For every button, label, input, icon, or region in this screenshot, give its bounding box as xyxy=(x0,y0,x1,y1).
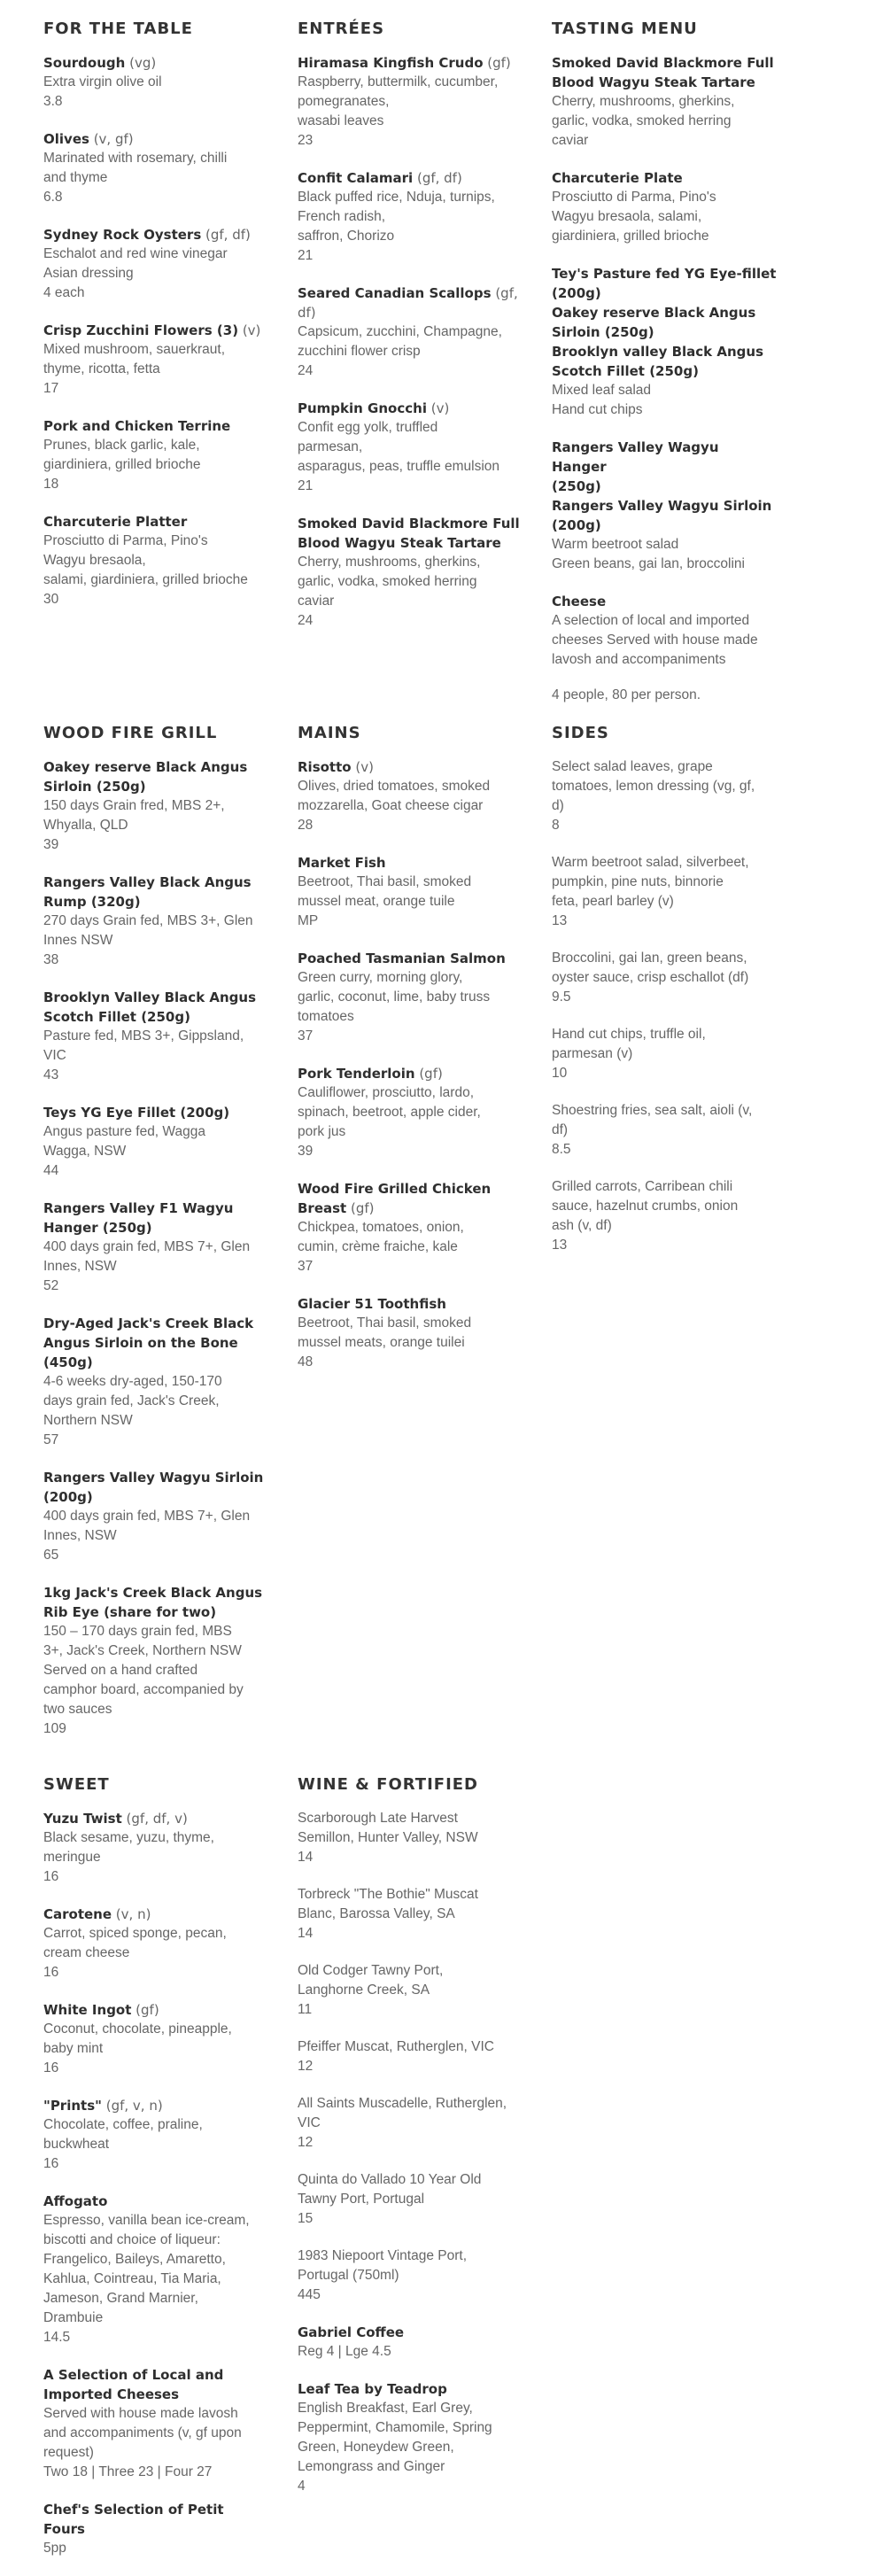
menu-item-name xyxy=(298,949,523,968)
menu-item xyxy=(552,1101,778,1160)
menu-item-description: Marinated with rosemary, chilli and thyme xyxy=(43,151,228,185)
menu-item-price: 109 xyxy=(43,1721,66,1736)
menu-item-description: Served with house made lavosh and accompaniments (v, gf upon request) xyxy=(43,2406,242,2460)
menu-item xyxy=(298,1885,523,1944)
menu-item-title: 1kg Jack's Creek Black Angus Rib Eye (share for two) xyxy=(43,1585,263,1620)
menu-item-name xyxy=(43,757,269,796)
menu-item-description: Cherry, mushrooms, gherkins, garlic, vodka, smoked herring caviar xyxy=(552,94,735,148)
menu-item xyxy=(298,399,523,496)
menu-item-name xyxy=(298,2379,523,2399)
menu-item xyxy=(552,1177,778,1255)
menu-item-title: Crisp Zucchini Flowers (3) xyxy=(43,322,239,338)
dietary-tag: (v) xyxy=(238,322,261,338)
menu-item-description: Olives, dried tomatoes, smoked mozzarella, Goat cheese cigar xyxy=(298,779,491,813)
menu-item-price: 12 xyxy=(298,2059,314,2074)
menu-item-price: 8.5 xyxy=(552,1142,571,1157)
menu-item xyxy=(43,873,269,970)
menu-item-title: Smoked David Blackmore Full Blood Wagyu Steak Tartare xyxy=(552,55,774,90)
menu-item-name xyxy=(552,168,778,188)
menu-item xyxy=(298,2379,523,2496)
menu-item xyxy=(43,2365,269,2482)
menu-item-price: 15 xyxy=(298,2211,314,2226)
menu-item xyxy=(298,514,523,631)
menu-item-name xyxy=(43,512,269,531)
menu-item-name xyxy=(298,2323,523,2342)
menu-item-title: Pork Tenderloin xyxy=(298,1066,415,1082)
menu-item-description: Eschalot and red wine vinegar Asian dressing xyxy=(43,246,228,281)
dietary-tag: (gf, df) xyxy=(201,227,251,243)
section-heading: TASTING MENU xyxy=(552,19,698,38)
menu-item-description: Shoestring fries, sea salt, aioli (v, df) xyxy=(552,1103,753,1137)
menu-item-price: 13 xyxy=(552,1238,568,1253)
menu-item xyxy=(298,2094,523,2153)
menu-item-title: Charcuterie Platter xyxy=(43,514,188,530)
menu-item-title: Rangers Valley Black Angus Rump (320g) xyxy=(43,874,252,910)
menu-item-title: Risotto xyxy=(298,759,352,775)
menu-item-title: Sydney Rock Oysters xyxy=(43,227,202,243)
menu-item-description: 1983 Niepoort Vintage Port, Portugal (750ml) xyxy=(298,2248,468,2283)
menu-item-title: Olives xyxy=(43,131,89,147)
menu-item xyxy=(43,129,269,207)
menu-item-description: Green curry, morning glory, garlic, coconut, lime, baby truss tomatoes xyxy=(298,970,491,1024)
menu-item xyxy=(43,1809,269,1887)
menu-item xyxy=(552,264,778,420)
menu-item-name xyxy=(43,2500,269,2539)
menu-item-title: Market Fish xyxy=(298,855,386,871)
menu-item-description: Cauliflower, prosciutto, lardo, spinach, beetroot, apple cider, pork jus xyxy=(298,1085,481,1139)
dietary-tag: (gf, df) xyxy=(413,170,462,186)
menu-item-description: 150 days Grain fred, MBS 2+, Whyalla, QLD xyxy=(43,798,225,833)
dietary-tag: (v, n) xyxy=(112,1906,151,1922)
menu-item-name xyxy=(43,53,269,73)
menu-item-title: Yuzu Twist xyxy=(43,1811,122,1827)
menu-item xyxy=(552,949,778,1007)
menu-item xyxy=(43,1583,269,1739)
menu-item-price: 37 xyxy=(298,1028,314,1044)
menu-item-price: 24 xyxy=(298,363,314,378)
menu-item-title: "Prints" xyxy=(43,2098,102,2114)
menu-item xyxy=(298,2037,523,2076)
dietary-tag: (v) xyxy=(426,400,450,416)
menu-item xyxy=(43,2096,269,2174)
menu-item-name xyxy=(298,1179,523,1218)
menu-item-name xyxy=(43,2000,269,2020)
menu-item-description: Chocolate, coffee, praline, buckwheat xyxy=(43,2117,203,2152)
menu-item-price: 10 xyxy=(552,1066,568,1081)
menu-item-price: 43 xyxy=(43,1067,59,1082)
menu-item-description: Old Codger Tawny Port, Langhorne Creek, SA xyxy=(298,1963,444,1998)
menu-item-description: Capsicum, zucchini, Champagne, zucchini flower crisp xyxy=(298,324,502,359)
menu-item-description: Warm beetroot salad Green beans, gai lan, broccolini xyxy=(552,537,745,571)
menu-item xyxy=(43,1103,269,1181)
menu-item xyxy=(552,592,778,705)
menu-item xyxy=(298,168,523,266)
menu-item-description: Mixed mushroom, sauerkraut, thyme, ricotta, fetta xyxy=(43,342,226,376)
menu-item-title: Carotene xyxy=(43,1906,112,1922)
menu-item xyxy=(298,1809,523,1867)
menu-item-description: Carrot, spiced sponge, pecan, cream cheese xyxy=(43,1926,227,1960)
menu-item-description: Chickpea, tomatoes, onion, cumin, crème fraiche, kale xyxy=(298,1220,464,1254)
menu-item-price: 9.5 xyxy=(552,989,571,1005)
menu-item-title: A Selection of Local and Imported Cheeses xyxy=(43,2367,224,2402)
dietary-tag: (gf) xyxy=(483,55,511,71)
menu-item xyxy=(552,1025,778,1083)
menu-item-price: 14 xyxy=(298,1926,314,1941)
menu-item-price: 57 xyxy=(43,1432,59,1447)
section-heading: ENTRÉES xyxy=(298,19,385,38)
menu-item-name xyxy=(43,2365,269,2404)
menu-item-description: Scarborough Late Harvest Semillon, Hunter Valley, NSW xyxy=(298,1811,478,1845)
menu-item-price: 39 xyxy=(298,1144,314,1159)
menu-item-price: 12 xyxy=(298,2135,314,2150)
menu-item-description: Torbreck "The Bothie" Muscat Blanc, Barossa Valley, SA xyxy=(298,1887,478,1921)
section-mains xyxy=(298,724,523,1390)
menu-item-description: 150 – 170 days grain fed, MBS 3+, Jack's Creek, Northern NSW Served on a hand crafted camphor board, accompanied by two sauces xyxy=(43,1624,244,1717)
menu-item-price: 14 xyxy=(298,1850,314,1865)
menu-item-description: Grilled carrots, Carribean chili sauce, hazelnut crumbs, onion ash (v, df) xyxy=(552,1179,739,1233)
menu-item-description: Broccolini, gai lan, green beans, oyster sauce, crisp eschallot (df) xyxy=(552,950,749,985)
menu-item-title: Cheese xyxy=(552,594,607,609)
menu-item-price: 52 xyxy=(43,1278,59,1293)
menu-item xyxy=(298,949,523,1046)
menu-item-title: Chef's Selection of Petit Fours xyxy=(43,2502,224,2537)
dietary-tag: (gf, df, v) xyxy=(121,1811,188,1827)
menu-item-price: 5pp xyxy=(43,2541,66,2556)
menu-item-price: 3.8 xyxy=(43,94,63,109)
menu-item-name xyxy=(43,225,269,244)
menu-item-description: Espresso, vanilla bean ice-cream, biscotti and choice of liqueur: Frangelico, Baileys, Amaretto, Kahlua, Cointreau, Tia Maria, Jameson, Grand Marnier, Drambuie xyxy=(43,2213,250,2325)
menu-item xyxy=(552,853,778,931)
menu-item xyxy=(43,53,269,112)
section-heading: MAINS xyxy=(298,724,361,742)
menu-item-title: Oakey reserve Black Angus Sirloin (250g) xyxy=(43,759,248,795)
menu-item-name xyxy=(298,1064,523,1083)
menu-item-title: Rangers Valley F1 Wagyu Hanger (250g) xyxy=(43,1200,234,1236)
menu-item-price: 28 xyxy=(298,818,314,833)
menu-item-description: Raspberry, buttermilk, cucumber, pomegranates, wasabi leaves xyxy=(298,74,499,128)
menu-item xyxy=(298,2323,523,2362)
menu-item-price: 30 xyxy=(43,592,59,607)
section-wine-fortified xyxy=(298,1775,523,2514)
menu-item-description: Prosciutto di Parma, Pino's Wagyu bresaola, salami, giardiniera, grilled brioche xyxy=(43,533,248,587)
menu-item-price: 11 xyxy=(298,2002,313,2017)
menu-item-description: 270 days Grain fed, MBS 3+, Glen Innes NSW xyxy=(43,913,253,948)
menu-item xyxy=(298,53,523,151)
menu-item-price: 8 xyxy=(552,818,560,833)
menu-item-name xyxy=(552,438,778,535)
menu-item-name xyxy=(43,1583,269,1622)
menu-item-name xyxy=(298,514,523,553)
menu-item-title: Hiramasa Kingfish Crudo xyxy=(298,55,484,71)
menu-item xyxy=(43,225,269,303)
menu-item-title: Glacier 51 Toothfish xyxy=(298,1296,446,1312)
menu-item-title: Teys YG Eye Fillet (200g) xyxy=(43,1105,230,1121)
menu-item-name xyxy=(552,592,778,611)
section-heading: SWEET xyxy=(43,1775,110,1794)
menu-item xyxy=(43,321,269,399)
menu-item xyxy=(552,757,778,835)
dietary-tag: (v) xyxy=(351,759,374,775)
menu-item-name xyxy=(298,757,523,777)
menu-item xyxy=(298,853,523,931)
menu-item xyxy=(298,1961,523,2020)
menu-item-description: Hand cut chips, truffle oil, parmesan (v) xyxy=(552,1027,706,1061)
menu-item-name xyxy=(43,416,269,436)
section-entrees xyxy=(298,19,523,648)
section-sides xyxy=(552,724,778,1273)
section-for-the-table xyxy=(43,19,269,627)
menu-item-name xyxy=(298,399,523,418)
menu-item-description: Quinta do Vallado 10 Year Old Tawny Port, Portugal xyxy=(298,2172,482,2207)
menu-item-description: Pasture fed, MBS 3+, Gippsland, VIC xyxy=(43,1028,244,1063)
dietary-tag: (vg) xyxy=(125,55,157,71)
menu-item-name xyxy=(298,283,523,322)
menu-item xyxy=(43,1314,269,1450)
menu-item xyxy=(43,1199,269,1296)
menu-item-title: Sourdough xyxy=(43,55,126,71)
menu-item-name xyxy=(43,1905,269,1924)
menu-item-price: 23 xyxy=(298,133,314,148)
menu-item xyxy=(552,168,778,246)
menu-item-description: Black sesame, yuzu, thyme, meringue xyxy=(43,1830,214,1865)
menu-item-title: Seared Canadian Scallops xyxy=(298,285,492,301)
dietary-tag: (gf, v, n) xyxy=(101,2098,163,2114)
menu-item-price: 65 xyxy=(43,1548,59,1563)
menu-item-title: Pumpkin Gnocchi xyxy=(298,400,427,416)
menu-item-name xyxy=(43,1103,269,1122)
section-heading: WINE & FORTIFIED xyxy=(298,1775,478,1794)
menu-item-title: Smoked David Blackmore Full Blood Wagyu Steak Tartare xyxy=(298,516,520,551)
menu-item-description: Mixed leaf salad Hand cut chips xyxy=(552,383,652,417)
menu-item-price: 18 xyxy=(43,477,59,492)
menu-item-title: Dry-Aged Jack's Creek Black Angus Sirloin on the Bone (450g) xyxy=(43,1315,254,1370)
menu-item-description: 400 days grain fed, MBS 7+, Glen Innes, NSW xyxy=(43,1509,251,1543)
menu-item xyxy=(298,757,523,835)
menu-item-name xyxy=(43,1314,269,1372)
dietary-tag: (v, gf) xyxy=(89,131,134,147)
menu-item-price: 16 xyxy=(43,1965,59,1980)
menu-item-price: 24 xyxy=(298,613,314,628)
section-wood-fire-grill xyxy=(43,724,269,1757)
menu-item-description: A selection of local and imported cheeses Served with house made lavosh and accompaniments xyxy=(552,613,758,667)
menu-item-description: 4-6 weeks dry-aged, 150-170 days grain fed, Jack's Creek, Northern NSW xyxy=(43,1374,222,1428)
menu-item xyxy=(43,2500,269,2558)
dietary-tag: (gf, df) xyxy=(298,285,518,321)
menu-item-price: 21 xyxy=(298,248,314,263)
section-heading: FOR THE TABLE xyxy=(43,19,193,38)
menu-item-price: 16 xyxy=(43,1869,59,1884)
dietary-tag: (gf) xyxy=(346,1200,375,1216)
menu-item-name xyxy=(552,264,778,381)
menu-item xyxy=(298,1179,523,1276)
menu-item-description: 400 days grain fed, MBS 7+, Glen Innes, NSW xyxy=(43,1239,251,1274)
section-tasting-menu xyxy=(552,19,778,723)
menu-item-description: Beetroot, Thai basil, smoked mussel meats, orange tuilei xyxy=(298,1315,472,1350)
menu-item xyxy=(298,2170,523,2229)
menu-item-title: Rangers Valley Wagyu Sirloin (200g) xyxy=(43,1470,264,1505)
menu-item-name xyxy=(43,988,269,1027)
menu-item-description: Angus pasture fed, Wagga Wagga, NSW xyxy=(43,1124,205,1159)
menu-item-description: Extra virgin olive oil xyxy=(43,74,162,89)
menu-item-name xyxy=(298,53,523,73)
menu-item-price: 4 each xyxy=(43,285,85,300)
menu-item-description: Pfeiffer Muscat, Rutherglen, VIC xyxy=(298,2039,494,2054)
menu-item-price: MP xyxy=(298,913,319,928)
menu-item-price: 39 xyxy=(43,837,59,852)
menu-item-price: 16 xyxy=(43,2156,59,2171)
menu-item xyxy=(43,2000,269,2078)
menu-item xyxy=(552,53,778,151)
menu-item-title: Leaf Tea by Teadrop xyxy=(298,2381,447,2397)
menu-item-price: 16 xyxy=(43,2060,59,2076)
menu-item xyxy=(298,2246,523,2305)
menu-item-price: 38 xyxy=(43,952,59,967)
menu-item-name xyxy=(552,53,778,92)
menu-item-name xyxy=(43,321,269,340)
menu-item-title: Wood Fire Grilled Chicken Breast xyxy=(298,1181,492,1216)
menu-item-title: White Ingot xyxy=(43,2002,132,2018)
menu-item-note: 4 people, 80 per person. xyxy=(552,687,701,702)
menu-item xyxy=(43,416,269,494)
menu-item-name xyxy=(298,853,523,873)
menu-item xyxy=(43,988,269,1085)
menu-item-title: Confit Calamari xyxy=(298,170,414,186)
menu-item-price: 17 xyxy=(43,381,59,396)
dietary-tag: (gf) xyxy=(414,1066,443,1082)
menu-item-name xyxy=(43,1468,269,1507)
menu-item-title: Rangers Valley Wagyu Hanger (250g) Rangers Valley Wagyu Sirloin (200g) xyxy=(552,439,772,533)
menu-item-description: Select salad leaves, grape tomatoes, lemon dressing (vg, gf, d) xyxy=(552,759,755,813)
menu-item-name xyxy=(43,873,269,912)
menu-item-description: Coconut, chocolate, pineapple, baby mint xyxy=(43,2021,232,2056)
section-sweet xyxy=(43,1775,269,2576)
menu-item xyxy=(552,438,778,574)
menu-item-name xyxy=(43,129,269,149)
menu-item-description: Prosciutto di Parma, Pino's Wagyu bresaola, salami, giardiniera, grilled brioche xyxy=(552,190,716,244)
menu-item-description: Confit egg yolk, truffled parmesan, asparagus, peas, truffle emulsion xyxy=(298,420,500,474)
menu-item-title: Gabriel Coffee xyxy=(298,2324,405,2340)
menu-item xyxy=(43,1468,269,1565)
menu-item-price: 13 xyxy=(552,913,568,928)
menu-item xyxy=(298,1294,523,1372)
menu-item-description: Warm beetroot salad, silverbeet, pumpkin, pine nuts, binnorie feta, pearl barley (v) xyxy=(552,855,749,909)
menu-item-title: Poached Tasmanian Salmon xyxy=(298,950,506,966)
menu-item-name xyxy=(298,1294,523,1314)
menu-item xyxy=(298,1064,523,1161)
menu-item-description: Black puffed rice, Nduja, turnips, French radish, saffron, Chorizo xyxy=(298,190,495,244)
menu-item-title: Charcuterie Plate xyxy=(552,170,683,186)
menu-item-price: 6.8 xyxy=(43,190,63,205)
menu-item-description: Cherry, mushrooms, gherkins, garlic, vodka, smoked herring caviar xyxy=(298,555,481,609)
menu-item-price: 37 xyxy=(298,1259,314,1274)
menu-item-description: Beetroot, Thai basil, smoked mussel meat, orange tuile xyxy=(298,874,472,909)
menu-item xyxy=(43,1905,269,1982)
menu-item-price: 445 xyxy=(298,2287,321,2302)
menu-item-description: All Saints Muscadelle, Rutherglen, VIC xyxy=(298,2096,507,2130)
menu-item-price: 48 xyxy=(298,1354,314,1369)
menu-item-name xyxy=(43,2096,269,2115)
menu-item-name xyxy=(298,168,523,188)
section-heading: SIDES xyxy=(552,724,609,742)
menu-item xyxy=(43,512,269,609)
menu-item-price: 4 xyxy=(298,2479,306,2494)
menu-item-title: Pork and Chicken Terrine xyxy=(43,418,231,434)
menu-item-description: Prunes, black garlic, kale, giardiniera, grilled brioche xyxy=(43,438,201,472)
menu-item-price: 44 xyxy=(43,1163,59,1178)
menu-item-title: Brooklyn Valley Black Angus Scotch Fillet (250g) xyxy=(43,989,257,1025)
menu-item-name xyxy=(43,2192,269,2211)
menu-item-price: Two 18 | Three 23 | Four 27 xyxy=(43,2464,213,2479)
menu-item-title: Tey's Pasture fed YG Eye-fillet (200g) Oakey reserve Black Angus Sirloin (250g) Brooklyn valley Black Angus Scotch Fillet (250g) xyxy=(552,266,777,379)
menu-item xyxy=(43,757,269,855)
menu-item-description: Reg 4 | Lge 4.5 xyxy=(298,2344,391,2359)
menu-item-price: 21 xyxy=(298,478,314,493)
menu-item-description: English Breakfast, Earl Grey, Peppermint, Chamomile, Spring Green, Honeydew Green, Lemongrass and Ginger xyxy=(298,2401,492,2474)
menu-item-name xyxy=(43,1199,269,1238)
menu-item-title: Affogato xyxy=(43,2193,108,2209)
dietary-tag: (gf) xyxy=(131,2002,159,2018)
menu-item xyxy=(43,2192,269,2347)
section-heading: WOOD FIRE GRILL xyxy=(43,724,218,742)
menu-item-name xyxy=(43,1809,269,1828)
menu-item-price: 14.5 xyxy=(43,2330,71,2345)
menu-item xyxy=(298,283,523,381)
